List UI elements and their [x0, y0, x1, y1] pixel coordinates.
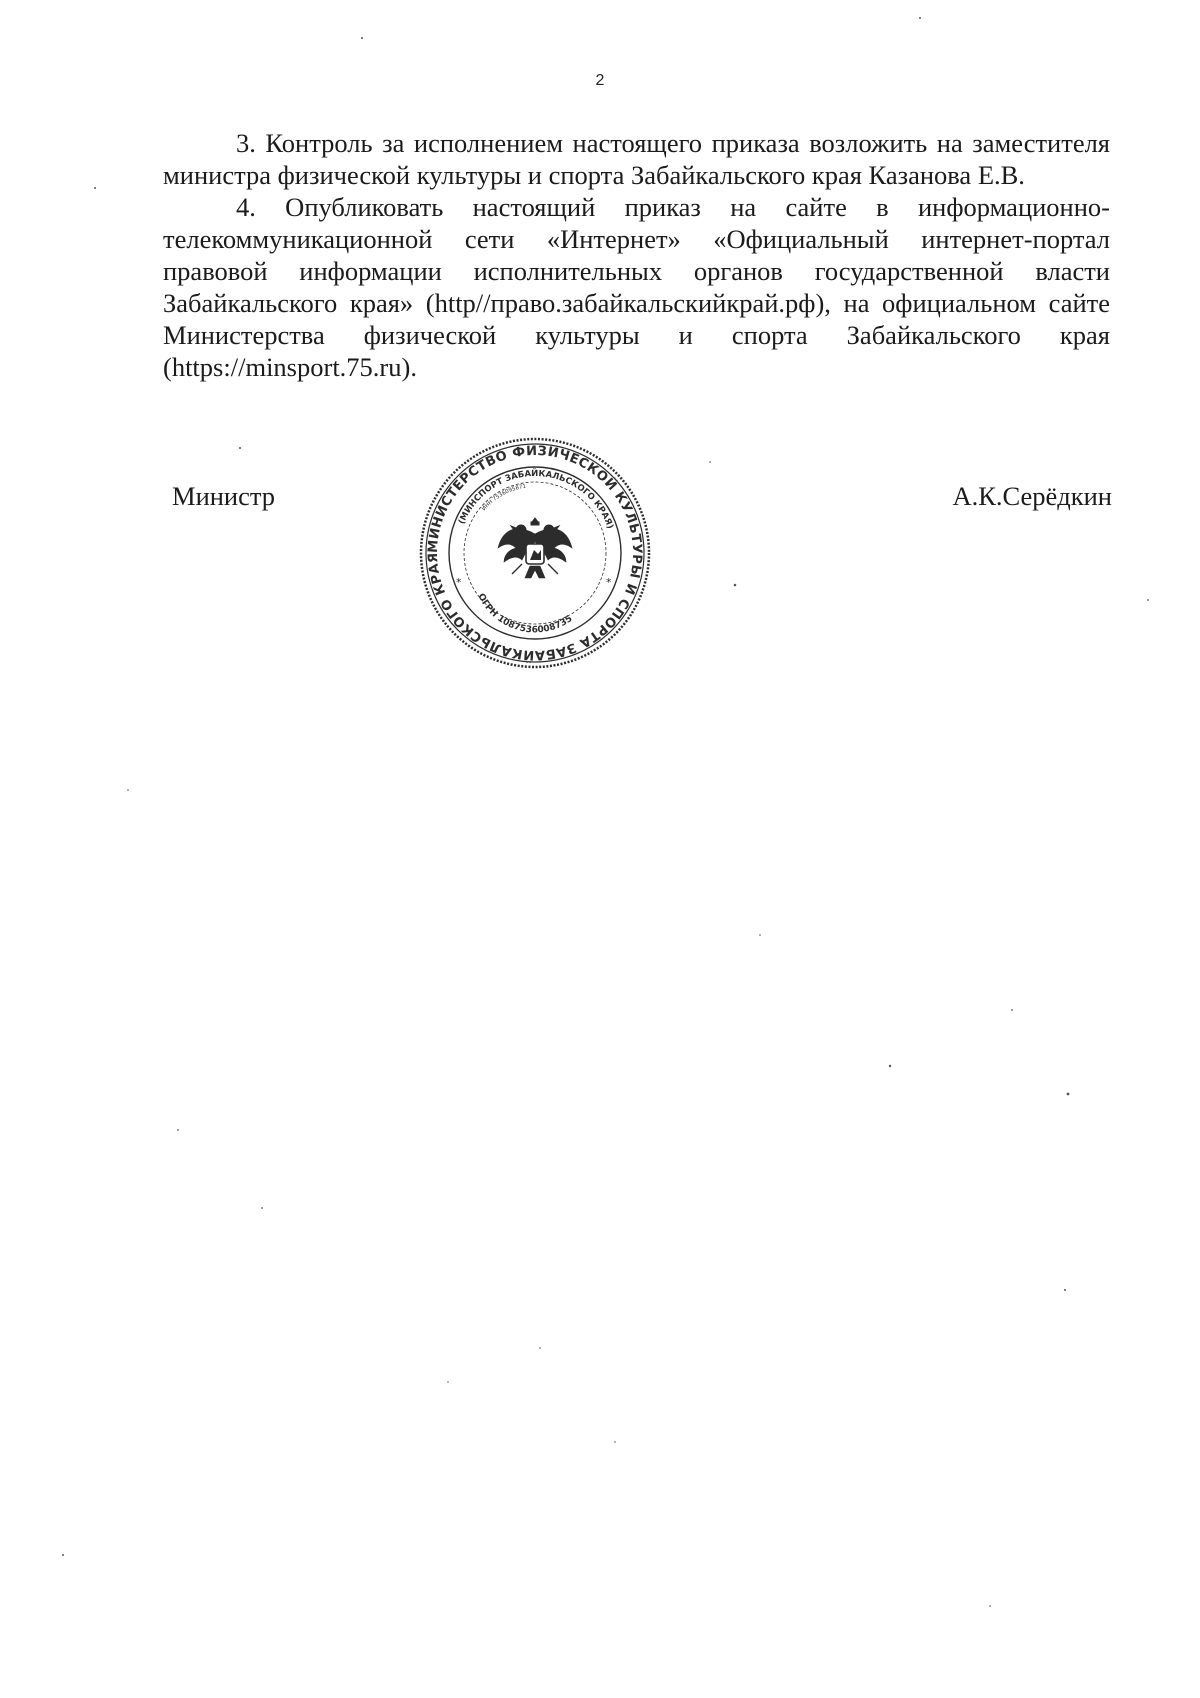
- paragraph-4: 4. Опубликовать настоящий приказ на сайте в информационно-телекоммуникационной сети «Интернет» «Официальный интернет-портал правовой информации исполнительных органов государственной власти Забайкальского края» (http//право.забайкальскийкрай.рф), на официальном сайте Министерства физической культуры и спорта Забайкальского края (https://minsport.75.ru).: [163, 192, 1110, 382]
- document-body: [163, 127, 1110, 383]
- official-seal-graphic: [418, 436, 652, 670]
- svg-text:*: *: [606, 576, 612, 589]
- svg-text:*: *: [456, 576, 462, 589]
- seal-ogrn-text: ОГРН 1087536008735: [475, 592, 575, 636]
- seal-inn-text: ИНН 7536095871: [481, 483, 527, 513]
- double-headed-eagle-emblem: [498, 518, 572, 578]
- seal-outer-text: МИНИСТЕРСТВО ФИЗИЧЕСКОЙ КУЛЬТУРЫ И СПОРТА ЗАБАЙКАЛЬСКОГО КРАЯ: [425, 443, 645, 663]
- seal-inner-text: (МИНСПОРТ ЗАБАЙКАЛЬСКОГО КРАЯ): [456, 468, 615, 531]
- signatory-name: А.К.Серёдкин: [952, 481, 1112, 511]
- paragraph-3: 3. Контроль за исполнением настоящего приказа возложить на заместителя министра физической культуры и спорта Забайкальского края Казанова Е.В.: [163, 128, 1110, 190]
- signatory-title: Министр: [172, 481, 276, 511]
- page-number: 2: [595, 72, 605, 89]
- official-seal: [418, 436, 652, 670]
